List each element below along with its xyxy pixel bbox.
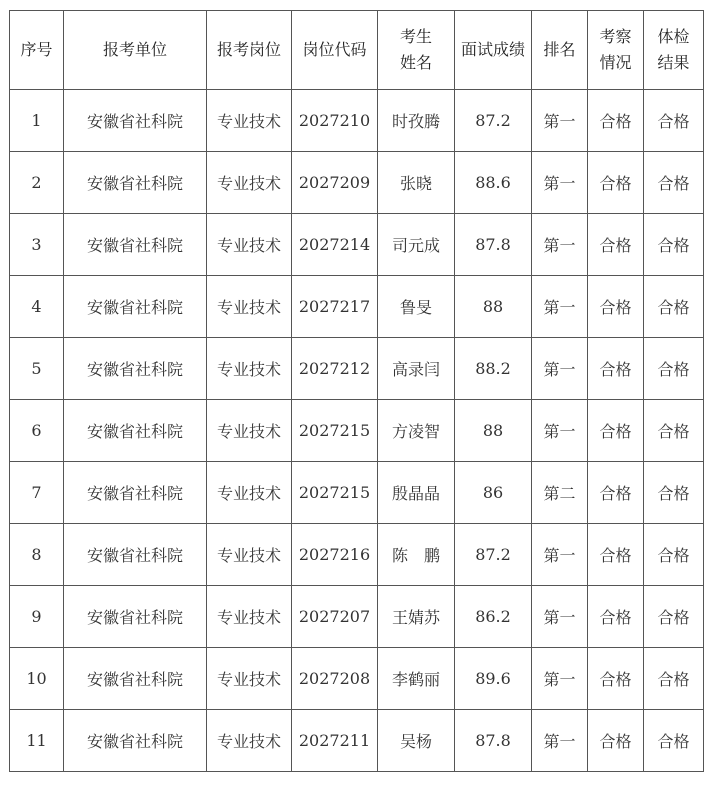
table-row [10,152,704,214]
table-row [10,276,704,338]
cell-medical: 合格 [644,214,704,276]
table-row [10,462,704,524]
cell-inspection: 合格 [588,152,644,214]
cell-medical: 合格 [644,710,704,772]
cell-candidate-name: 高录闫 [378,338,455,400]
cell-inspection: 合格 [588,648,644,710]
cell-unit: 安徽省社科院 [64,276,207,338]
cell-interview-score: 88 [455,400,532,462]
cell-inspection: 合格 [588,462,644,524]
cell-inspection: 合格 [588,276,644,338]
cell-medical: 合格 [644,338,704,400]
table-row [10,214,704,276]
cell-position: 专业技术 [207,214,292,276]
cell-candidate-name: 陈 鹏 [378,524,455,586]
table-row [10,648,704,710]
cell-serial-number: 7 [10,462,64,524]
cell-rank: 第一 [532,276,588,338]
cell-medical: 合格 [644,90,704,152]
cell-position: 专业技术 [207,710,292,772]
cell-serial-number: 1 [10,90,64,152]
cell-serial-number: 8 [10,524,64,586]
cell-interview-score: 88.6 [455,152,532,214]
cell-position-code: 2027210 [292,90,378,152]
cell-inspection: 合格 [588,524,644,586]
cell-interview-score: 87.2 [455,90,532,152]
cell-serial-number: 10 [10,648,64,710]
cell-rank: 第一 [532,214,588,276]
cell-rank: 第一 [532,400,588,462]
cell-serial-number: 3 [10,214,64,276]
cell-candidate-name: 张晓 [378,152,455,214]
table-body [10,90,704,772]
cell-unit: 安徽省社科院 [64,400,207,462]
cell-unit: 安徽省社科院 [64,648,207,710]
cell-rank: 第二 [532,462,588,524]
header-interview-score: 面试成绩 [455,11,532,90]
header-position: 报考岗位 [207,11,292,90]
cell-candidate-name: 鲁旻 [378,276,455,338]
cell-candidate-name: 时孜腾 [378,90,455,152]
cell-medical: 合格 [644,648,704,710]
cell-position: 专业技术 [207,648,292,710]
cell-position-code: 2027217 [292,276,378,338]
table-row [10,90,704,152]
cell-unit: 安徽省社科院 [64,338,207,400]
cell-medical: 合格 [644,586,704,648]
cell-position-code: 2027212 [292,338,378,400]
cell-rank: 第一 [532,524,588,586]
table-header [10,11,704,90]
table-row [10,710,704,772]
cell-unit: 安徽省社科院 [64,214,207,276]
cell-rank: 第一 [532,710,588,772]
cell-medical: 合格 [644,524,704,586]
cell-position: 专业技术 [207,462,292,524]
header-rank: 排名 [532,11,588,90]
cell-medical: 合格 [644,400,704,462]
cell-interview-score: 87.2 [455,524,532,586]
cell-serial-number: 5 [10,338,64,400]
cell-serial-number: 11 [10,710,64,772]
cell-candidate-name: 王婧苏 [378,586,455,648]
cell-position: 专业技术 [207,276,292,338]
cell-unit: 安徽省社科院 [64,90,207,152]
cell-position-code: 2027207 [292,586,378,648]
cell-medical: 合格 [644,276,704,338]
cell-unit: 安徽省社科院 [64,462,207,524]
cell-position-code: 2027208 [292,648,378,710]
cell-serial-number: 6 [10,400,64,462]
cell-serial-number: 9 [10,586,64,648]
cell-rank: 第一 [532,152,588,214]
cell-candidate-name: 方凌智 [378,400,455,462]
cell-interview-score: 89.6 [455,648,532,710]
cell-interview-score: 87.8 [455,214,532,276]
cell-inspection: 合格 [588,710,644,772]
cell-candidate-name: 吴杨 [378,710,455,772]
cell-inspection: 合格 [588,90,644,152]
cell-candidate-name: 殷晶晶 [378,462,455,524]
cell-position-code: 2027214 [292,214,378,276]
header-row [10,11,704,90]
header-medical: 体检 结果 [644,11,704,90]
cell-rank: 第一 [532,90,588,152]
cell-rank: 第一 [532,586,588,648]
header-serial-number: 序号 [10,11,64,90]
cell-position: 专业技术 [207,338,292,400]
cell-rank: 第一 [532,338,588,400]
cell-position-code: 2027215 [292,462,378,524]
cell-interview-score: 86 [455,462,532,524]
cell-position-code: 2027211 [292,710,378,772]
cell-inspection: 合格 [588,338,644,400]
cell-serial-number: 4 [10,276,64,338]
cell-candidate-name: 司元成 [378,214,455,276]
cell-unit: 安徽省社科院 [64,710,207,772]
table-row [10,524,704,586]
cell-inspection: 合格 [588,400,644,462]
cell-position: 专业技术 [207,90,292,152]
cell-unit: 安徽省社科院 [64,586,207,648]
cell-position: 专业技术 [207,524,292,586]
header-unit: 报考单位 [64,11,207,90]
cell-interview-score: 86.2 [455,586,532,648]
cell-inspection: 合格 [588,586,644,648]
cell-medical: 合格 [644,462,704,524]
cell-rank: 第一 [532,648,588,710]
header-inspection: 考察 情况 [588,11,644,90]
table-row [10,586,704,648]
results-table [9,10,704,772]
cell-position-code: 2027209 [292,152,378,214]
cell-interview-score: 87.8 [455,710,532,772]
cell-position: 专业技术 [207,400,292,462]
table-row [10,338,704,400]
cell-unit: 安徽省社科院 [64,524,207,586]
cell-inspection: 合格 [588,214,644,276]
header-position-code: 岗位代码 [292,11,378,90]
cell-position-code: 2027216 [292,524,378,586]
header-candidate-name: 考生 姓名 [378,11,455,90]
cell-serial-number: 2 [10,152,64,214]
cell-position-code: 2027215 [292,400,378,462]
cell-position: 专业技术 [207,152,292,214]
cell-medical: 合格 [644,152,704,214]
cell-position: 专业技术 [207,586,292,648]
cell-candidate-name: 李鹤丽 [378,648,455,710]
cell-unit: 安徽省社科院 [64,152,207,214]
cell-interview-score: 88 [455,276,532,338]
cell-interview-score: 88.2 [455,338,532,400]
table-row [10,400,704,462]
